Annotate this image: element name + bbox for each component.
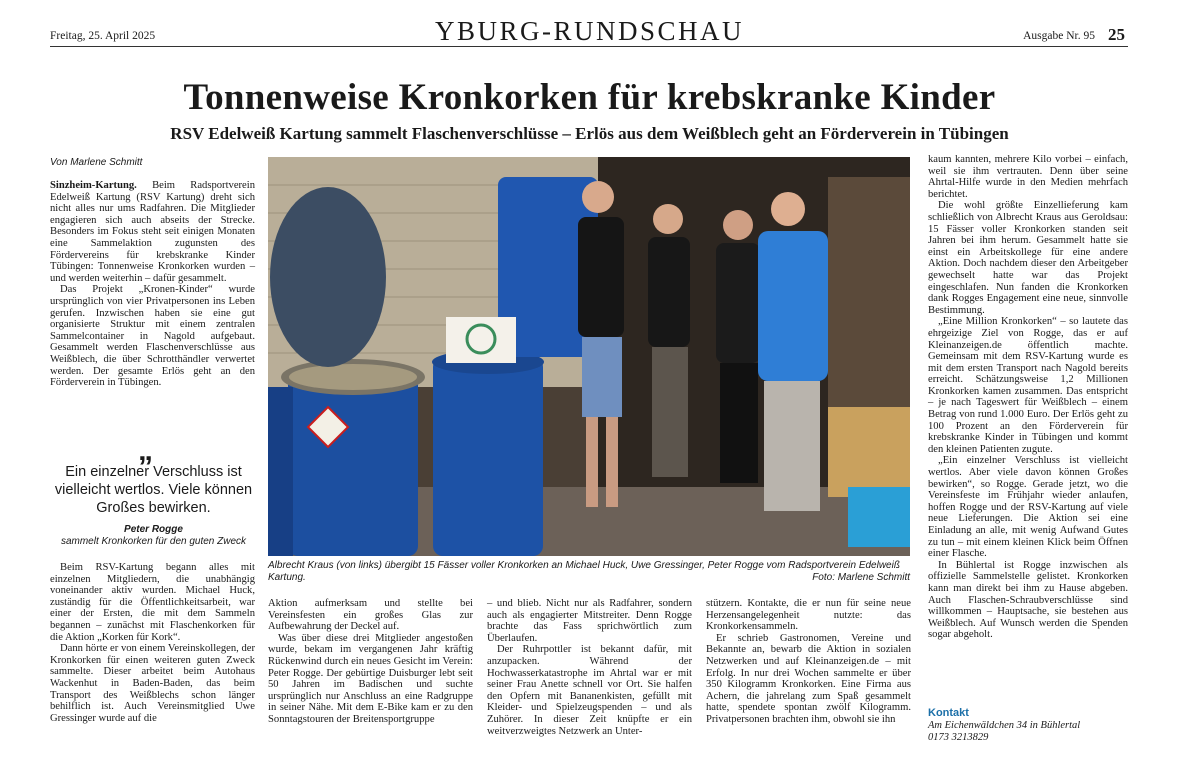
masthead-rule	[50, 46, 1128, 47]
paragraph: Die wohl größte Einzellieferung kam schließlich von Albrecht Kraus aus Geroldsau: 15 Fässer voller Kronkorken standen seit Jahren bei ihm herum. Gesammelt hatte sie einst ein Arbeitskollege für eine andere Aktion. Doch nachdem dieser den Arbeitgeber gewechselt hatte war das Projekt eingeschlafen. Nun fanden die Kronkorken dank Rogges Engagement eine neue, sinnvolle Bestimmung.	[928, 200, 1128, 316]
paragraph: Beim RSV-Kartung begann alles mit einzelnen Mitgliedern, die unabhängig voneinander aktiv wurden. Michael Huck, zuständig für die Öffentlichkeitsarbeit, war einer der Ersten, die mit dem Sammeln begannen – zunächst mit Flaschenkorken für die Aktion „Korken für Kork“.	[50, 562, 255, 643]
article-subheadline: RSV Edelweiß Kartung sammelt Flaschenverschlüsse – Erlös aus dem Weißblech geht an Förderverein in Tübingen	[170, 124, 1009, 143]
pullquote-author: Peter Rogge	[124, 524, 183, 535]
issue-date: Freitag, 25. April 2025	[50, 30, 156, 42]
contact-address: Am Eichenwäldchen 34 in Bühlertal	[928, 720, 1081, 731]
photo-caption	[268, 560, 910, 583]
contact-info	[928, 720, 1080, 744]
article-column-5	[928, 154, 1128, 641]
paragraph: „Ein einzelner Verschluss ist vielleicht wertlos. Aber viele davon können Großes bewirken“, so Rogge. Gerade jetzt, wo die Vereinsfeste im Frühjahr wieder anlaufen, hoffen Rogge und der RSV-Kartung auf viele neue Lieferungen. Die Aktion sei eine Einladung an alle, mit wenig Aufwand Gutes zu tun – mit einem kleinen Klick beim Öffnen einer Flasche.	[928, 455, 1128, 560]
caption-text: Albrecht Kraus (von links) übergibt 15 Fässer voller Kronkorken an Michael Huck, Uwe Gressinger, Peter Rogge vom Radsportverein Edelweiß Kartung.	[268, 560, 900, 583]
paragraph	[50, 180, 255, 284]
article-photo	[268, 157, 910, 556]
article-column-4	[706, 598, 911, 726]
page-number: 25	[1108, 25, 1125, 44]
quote-mark-icon: „	[138, 434, 153, 467]
pullquote-text: Ein einzelner Verschluss ist vielleicht wertlos. Viele können Großes bewirken.	[54, 464, 253, 516]
byline: Von Marlene Schmitt	[50, 157, 143, 168]
article-column-1-lower	[50, 562, 255, 724]
pullquote-author-role: sammelt Kronkorken für den guten Zweck	[60, 536, 247, 547]
paragraph: „Eine Million Kronkorken“ – so lautete das ehrgeizige Ziel von Rogge, das er auf Kleinanzeigen.de öffentlich machte. Gemeinsam mit dem RSV-Kartung wurde es mit dem ersten Transport nach Nagold bereits erreicht. Schätzungsweise 1,2 Millionen Kronkorken kamen zusammen. Das entspricht – je nach Tageswert für Weißblech – einem Betrag von rund 1.000 Euro. Der Erlös geht zu 100 Prozent an den Förderverein für krebskranke Kinder in Tübingen und kommt den kleinen Patienten zugute.	[928, 316, 1128, 455]
paragraph: stützern. Kontakte, die er nun für seine neue Herzensangelegenheit nutzte: das Kronkorkensammeln.	[706, 598, 911, 633]
paragraph: – und blieb. Nicht nur als Radfahrer, sondern auch als engagierter Mitstreiter. Denn Rogge brachte das Fass sprichwörtlich zum Überlaufen.	[487, 598, 692, 644]
article-column-3	[487, 598, 692, 737]
photo-illustration	[268, 157, 910, 556]
contact-heading: Kontakt	[928, 707, 969, 719]
paragraph: Dann hörte er von einem Vereinskollegen, der Kronkorken für einen weiteren guten Zweck sammelte. Dieser arbeitet beim Autohaus Wackenhut in Baden-Baden, das beim Transport des Weißblechs schon länger behilflich ist. Auch Vereinsmitglied Uwe Gressinger wurde auf die	[50, 643, 255, 724]
photo-credit: Foto: Marlene Schmitt	[812, 571, 910, 583]
paragraph: Er schrieb Gastronomen, Vereine und Bekannte an, bewarb die Aktion in sozialen Netzwerken und auf Kleinanzeigen.de – mit Erfolg. In nur drei Wochen sammelte er über 350 Kilogramm Kronkorken. Eine Firma aus Achern, die jahrelang zum Spaß gesammelt hatte, spendete spontan zwölf Kilogramm. Privatpersonen brachten ihm, obwohl sie ihn	[706, 632, 911, 725]
paragraph: In Bühlertal ist Rogge inzwischen als offizielle Sammelstelle gelistet. Kronkorken kann man direkt bei ihm zu Hause abgeben. Auch Flaschen-Schraubverschlüsse sind willkommen – Hauptsache, sie bestehen aus Weißblech. Auf Wunsch werden die Spenden sogar abgeholt.	[928, 559, 1128, 641]
issue-number: Ausgabe Nr. 95	[1023, 30, 1095, 42]
article-headline: Tonnenweise Kronkorken für krebskranke Kinder	[183, 77, 996, 118]
paragraph: Der Ruhrpottler ist bekannt dafür, mit anzupacken. Während der Hochwasserkatastrophe im Ahrtal war er mit seiner Frau Anette schnell vor Ort. Sie halfen den Opfern mit Bananenkisten, gefüllt mit Kleider- und Spielzeugspenden – und als Zuhörer. In dieser Zeit knüpfte er ein weitverzweigtes Netzwerk an Unter-	[487, 644, 692, 737]
dateline: Sinzheim-Kartung.	[50, 180, 137, 191]
paragraph: kaum kannten, mehrere Kilo vorbei – einfach, weil sie ihm vertrauten. Denn über seine Ahrtal-Hilfe wurde in den Medien mehrfach berichtet.	[928, 154, 1128, 200]
contact-phone: 0173 3213829	[928, 732, 989, 743]
newspaper-title: YBURG-RUNDSCHAU	[434, 16, 745, 46]
paragraph: Was über diese drei Mitglieder angestoßen wurde, bekam im vergangenen Jahr kräftig Rückenwind durch ein neues Gesicht im Verein: Peter Rogge. Der gebürtige Duisburger lebt seit 50 Jahren im Badischen und suchte ursprünglich nur Anschluss an eine Radgruppe in seiner Nähe. Mit dem E-Bike kam er zu den Sonntagstouren der Breitensportgruppe	[268, 632, 473, 725]
paragraph-text: Beim Radsportverein Edelweiß Kartung (RSV Kartung) dreht sich nicht alles nur ums Radfahren. Die Mitglieder engagieren sich auch abseits der Strecke. Besonders im Fokus steht seit einigen Monaten eine Sammelaktion zugunsten des Fördervereins für krebskranke Kinder Tübingen: Tonnenweise Kronkorken wurden – und werden weiterhin – dafür gesammelt.	[50, 180, 255, 284]
article-column-2	[268, 598, 473, 726]
paragraph: Das Projekt „Kronen-Kinder“ wurde ursprünglich von vier Privatpersonen ins Leben gerufen. Inzwischen haben sie eine gut organisierte Struktur mit einem zentralen Sammelcontainer in Nagold aufgebaut. Gesammelt werden Flaschenverschlüsse aus Weißblech, die über Schrotthändler verwertet werden. Der gesamte Erlös geht an den Förderverein in Tübingen.	[50, 284, 255, 389]
article-column-1	[50, 180, 255, 389]
paragraph: Aktion aufmerksam und stellte bei Vereinsfesten ein großes Glas zur Aufbewahrung der Deckel auf.	[268, 598, 473, 633]
